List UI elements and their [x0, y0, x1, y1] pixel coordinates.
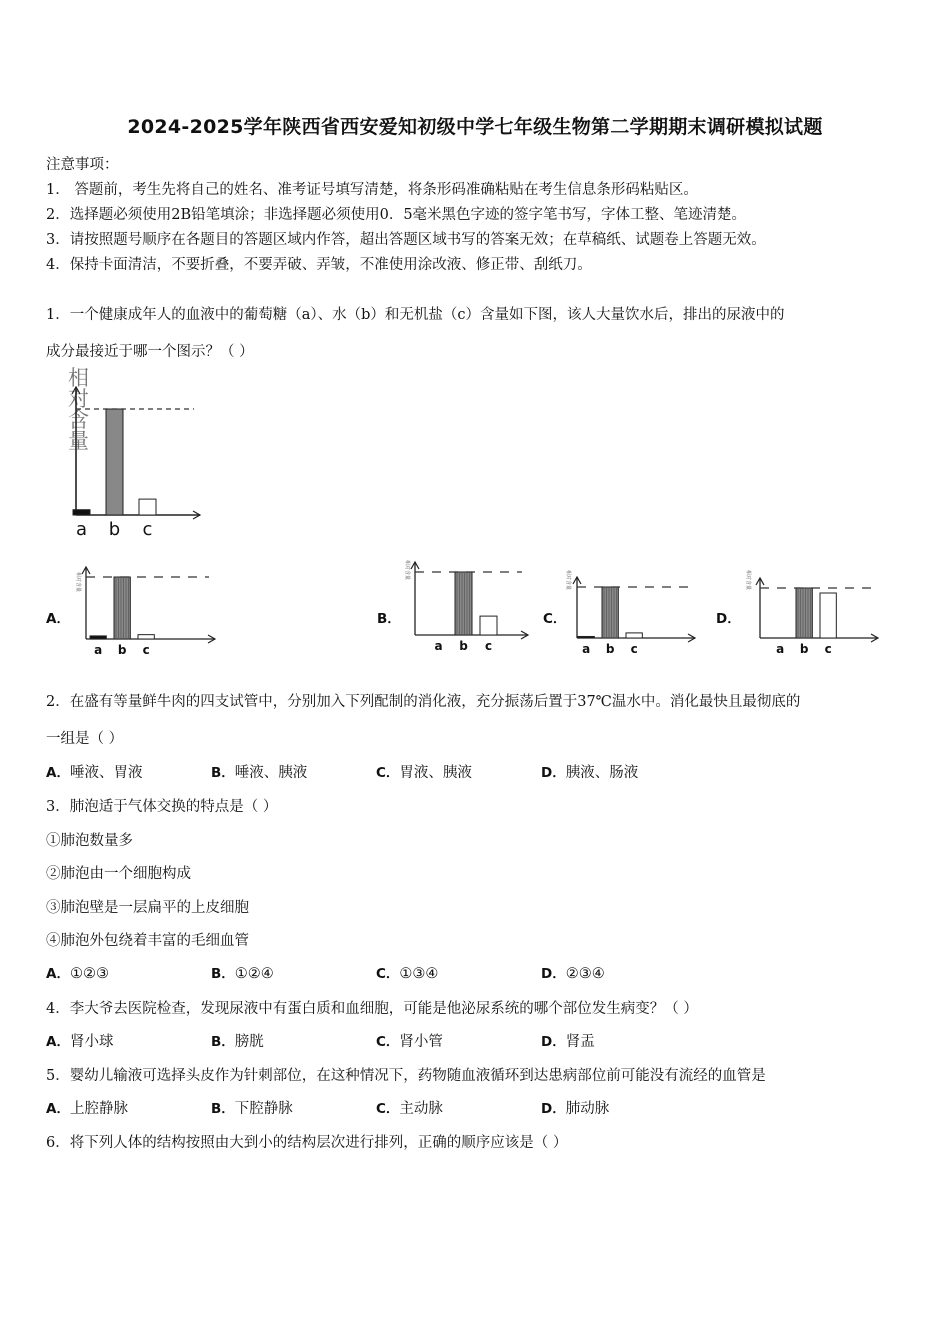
q3-option-c-label: C． — [376, 966, 400, 982]
q3-option-d-label: D． — [541, 966, 566, 982]
q3-option-d[interactable] — [541, 962, 605, 982]
bar-b — [602, 587, 618, 638]
q3-option-b[interactable] — [211, 962, 274, 982]
tick-label-a: a — [582, 642, 591, 656]
notice-item: 2．选择题必须使用2B铅笔填涂；非选择题必须使用0．5毫米黑色字迹的签字笔书写，字体工整、笔迹清楚。 — [46, 207, 747, 223]
q5-option-c-text: 主动脉 — [399, 1101, 443, 1117]
q1-option-a-chart[interactable] — [70, 562, 220, 662]
q3-options — [46, 962, 926, 982]
q2-option-d-text: 胰液、肠液 — [565, 765, 639, 781]
tick-label-c: c — [824, 642, 832, 656]
q4-option-b[interactable] — [211, 1030, 264, 1051]
q4-option-a-text: 肾小球 — [69, 1034, 114, 1050]
option-c-ylabel: 相对含量 — [565, 570, 571, 591]
q3-statement: ③肺泡壁是一层扁平的上皮细胞 — [46, 900, 249, 916]
q5-option-c-label: C． — [376, 1101, 400, 1117]
tick-label-b: b — [117, 643, 127, 657]
q6-stem: 6．将下列人体的结构按照由大到小的结构层次进行排列，正确的顺序应该是（ ） — [46, 1135, 568, 1151]
q4-options — [46, 1030, 926, 1050]
q2-option-c-text: 胃液、胰液 — [399, 765, 472, 781]
bar-c — [138, 635, 154, 639]
tick-label-b: b — [108, 519, 121, 540]
tick-label-c: c — [484, 639, 493, 653]
bar-c — [480, 616, 497, 635]
option-a-ylabel: 相对含量 — [75, 572, 81, 593]
q1-main-chart — [40, 366, 205, 540]
q1-stem-line2: 成分最接近于哪一个图示？（ ） — [46, 344, 254, 360]
bar-b — [114, 577, 130, 639]
q2-option-b-text: 唾液、胰液 — [234, 765, 308, 781]
q2-option-a-text: 唾液、胃液 — [69, 765, 143, 781]
tick-label-b: b — [459, 639, 468, 653]
q3-statement: ④肺泡外包绕着丰富的毛细血管 — [46, 933, 249, 949]
tick-label-a: a — [434, 639, 443, 653]
tick-label-a: a — [75, 519, 88, 540]
q4-option-d-text: 肾盂 — [565, 1034, 595, 1050]
q4-option-c-label: C． — [376, 1034, 400, 1050]
q3-option-a-text: ①②③ — [69, 966, 109, 982]
q3-option-a[interactable] — [46, 962, 109, 982]
q2-option-c-label: C． — [376, 765, 400, 781]
tick-label-c: c — [630, 642, 638, 656]
tick-label-a: a — [94, 643, 103, 657]
q2-option-b[interactable] — [211, 761, 307, 782]
q2-stem-line1: 2．在盛有等量鲜牛肉的四支试管中，分别加入下列配制的消化液，充分振荡后置于37℃温水中。消化最快且最彻底的 — [46, 694, 801, 710]
q3-statement: ②肺泡由一个细胞构成 — [46, 866, 191, 882]
bar-b — [106, 409, 123, 515]
q3-option-c[interactable] — [376, 962, 438, 982]
tick-label-b: b — [605, 642, 615, 656]
q3-option-b-text: ①②④ — [234, 966, 274, 982]
option-b-ylabel: 相对含量 — [404, 560, 410, 581]
tick-label-a: a — [776, 642, 785, 656]
q5-stem: 5．婴幼儿输液可选择头皮作为针刺部位，在这种情况下，药物随血液循环到达患病部位前可能没有流经的血管是 — [46, 1068, 766, 1084]
main-chart-ylabel: 相对含量 — [68, 366, 89, 453]
q5-option-b-label: B． — [211, 1101, 235, 1117]
q4-option-b-text: 膀胱 — [234, 1034, 264, 1050]
bar-a — [90, 636, 106, 639]
tick-label-c: c — [142, 643, 150, 657]
q5-options — [46, 1097, 926, 1117]
q4-option-a-label: A． — [46, 1034, 70, 1050]
notice-heading: 注意事项： — [46, 157, 119, 173]
q3-option-b-label: B． — [211, 966, 235, 982]
q2-option-b-label: B． — [211, 765, 235, 781]
q1-option-c-chart[interactable] — [560, 560, 700, 660]
q2-option-c[interactable] — [376, 761, 472, 782]
bar-c — [626, 633, 642, 638]
q2-option-d-label: D． — [541, 765, 566, 781]
notice-item: 4．保持卡面清洁，不要折叠，不要弄破、弄皱，不准使用涂改液、修正带、刮纸刀。 — [46, 257, 592, 273]
notice-item: 3．请按照题号顺序在各题目的答题区域内作答，超出答题区域书写的答案无效；在草稿纸、试题卷上答题无效。 — [46, 232, 766, 248]
q4-option-c[interactable] — [376, 1030, 443, 1051]
q1-option-a-label[interactable]: A． — [46, 611, 70, 627]
bar-c — [820, 593, 836, 638]
q2-option-a-label: A． — [46, 765, 70, 781]
q4-option-d-label: D． — [541, 1034, 566, 1050]
tick-label-c: c — [142, 519, 153, 540]
q2-option-d[interactable] — [541, 761, 638, 782]
bar-c — [139, 499, 156, 515]
q3-option-d-text: ②③④ — [565, 966, 605, 982]
q5-option-d-text: 肺动脉 — [565, 1101, 610, 1117]
q5-option-a[interactable] — [46, 1097, 128, 1118]
q3-stem: 3．肺泡适于气体交换的特点是（ ） — [46, 799, 278, 815]
tick-label-b: b — [799, 642, 809, 656]
bar-b — [796, 588, 812, 638]
q2-stem-line2: 一组是（ ） — [46, 731, 124, 747]
q1-option-d-chart[interactable] — [740, 560, 880, 660]
bar-a — [578, 636, 594, 638]
notice-item: 1． 答题前，考生先将自己的姓名、准考证号填写清楚，将条形码准确粘贴在考生信息条形码粘贴区。 — [46, 182, 698, 198]
page-title: 2024-2025学年陕西省西安爱知初级中学七年级生物第二学期期末调研模拟试题 — [127, 116, 823, 138]
q4-option-b-label: B． — [211, 1034, 235, 1050]
option-d-ylabel: 相对含量 — [745, 570, 751, 591]
q5-option-b-text: 下腔静脉 — [234, 1101, 293, 1117]
q5-option-d-label: D． — [541, 1101, 566, 1117]
q3-option-a-label: A． — [46, 966, 70, 982]
q4-option-c-text: 肾小管 — [399, 1034, 443, 1050]
q5-option-b[interactable] — [211, 1097, 293, 1118]
q4-stem: 4．李大爷去医院检查，发现尿液中有蛋白质和血细胞，可能是他泌尿系统的哪个部位发生病变？（ ） — [46, 1001, 698, 1017]
q2-option-a[interactable] — [46, 761, 142, 782]
q1-stem-line1: 1．一个健康成年人的血液中的葡萄糖（a）、水（b）和无机盐（c）含量如下图，该人大量饮水后，排出的尿液中的 — [46, 307, 785, 323]
q4-option-a[interactable] — [46, 1030, 113, 1051]
q4-option-d[interactable] — [541, 1030, 595, 1051]
q2-options — [46, 761, 926, 781]
q5-option-c[interactable] — [376, 1097, 443, 1118]
q5-option-a-text: 上腔静脉 — [69, 1101, 128, 1117]
bar-a — [73, 510, 90, 515]
q1-option-b-chart[interactable] — [400, 552, 540, 657]
q3-option-c-text: ①③④ — [399, 966, 439, 982]
q3-statement: ①肺泡数量多 — [46, 833, 133, 849]
q5-option-d[interactable] — [541, 1097, 609, 1118]
q1-option-b-label[interactable]: B． — [377, 611, 401, 627]
q1-option-d-label[interactable]: D． — [716, 611, 741, 627]
q5-option-a-label: A． — [46, 1101, 70, 1117]
q1-option-c-label[interactable]: C． — [543, 611, 567, 627]
